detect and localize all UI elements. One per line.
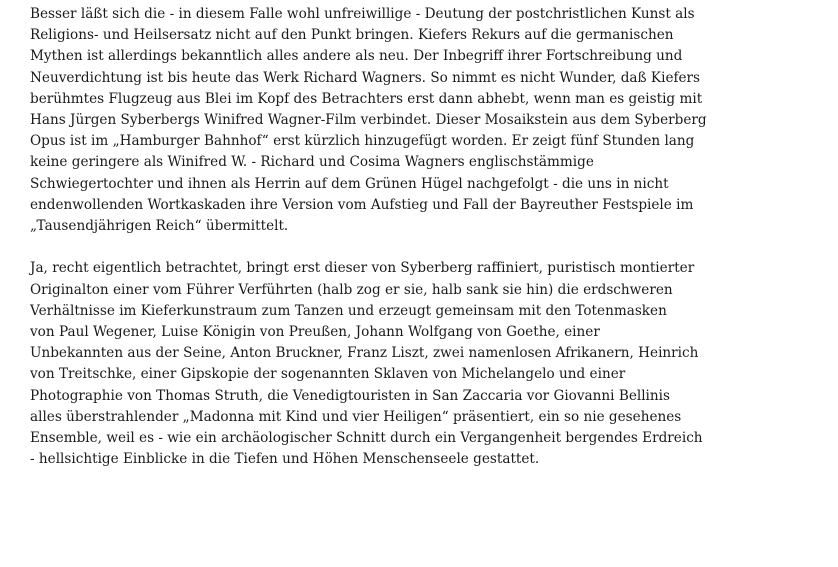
text-line: Hans Jürgen Syberbergs Winifred Wagner-Film verbindet. Dieser Mosaikstein aus dem Syberberg bbox=[30, 112, 707, 129]
text-line: - hellsichtige Einblicke in die Tiefen und Höhen Menschenseele gestattet. bbox=[30, 451, 540, 468]
text-line: „Tausendjährigen Reich“ übermittelt. bbox=[30, 218, 289, 235]
text-line: Unbekannten aus der Seine, Anton Bruckner, Franz Liszt, zwei namenlosen Afrikanern, Heinrich bbox=[30, 345, 699, 362]
paragraph-1 bbox=[30, 4, 820, 237]
text-line: Religions- und Heilsersatz nicht auf den Punkt bringen. Kiefers Rekurs auf die germanischen bbox=[30, 27, 674, 44]
text-line: Ja, recht eigentlich betrachtet, bringt erst dieser von Syberberg raffiniert, puristisch montierter bbox=[30, 260, 695, 277]
document-body bbox=[30, 4, 820, 470]
text-line: Originalton einer vom Führer Verführten (halb zog er sie, halb sank sie hin) die erdschweren bbox=[30, 281, 673, 298]
text-line: Neuverdichtung ist bis heute das Werk Richard Wagners. So nimmt es nicht Wunder, daß Kiefers bbox=[30, 69, 701, 86]
text-line: keine geringere als Winifred W. - Richard und Cosima Wagners englischstämmige bbox=[30, 154, 594, 171]
text-line: alles überstrahlender „Madonna mit Kind und vier Heiligen“ präsentiert, ein so nie gesehenes bbox=[30, 408, 682, 425]
text-line: Opus ist im „Hamburger Bahnhof“ erst kürzlich hinzugefügt worden. Er zeigt fünf Stunden lang bbox=[30, 133, 695, 150]
text-line: berühmtes Flugzeug aus Blei im Kopf des Betrachters erst dann abhebt, wenn man es geistig mit bbox=[30, 90, 703, 107]
text-line: Ensemble, weil es - wie ein archäologischer Schnitt durch ein Vergangenheit bergendes Erdreich bbox=[30, 430, 703, 447]
text-line: Verhältnisse im Kieferkunstraum zum Tanzen und erzeugt gemeinsam mit den Totenmasken bbox=[30, 302, 667, 319]
text-line: Schwiegertochter und ihnen als Herrin auf dem Grünen Hügel nachgefolgt - die uns in nicht bbox=[30, 175, 669, 192]
text-line: Photographie von Thomas Struth, die Venedigtouristen in San Zaccaria vor Giovanni Bellinis bbox=[30, 387, 670, 404]
text-line: von Paul Wegener, Luise Königin von Preußen, Johann Wolfgang von Goethe, einer bbox=[30, 324, 600, 341]
text-line: Besser läßt sich die - in diesem Falle wohl unfreiwillige - Deutung der postchristlichen Kunst als bbox=[30, 6, 695, 22]
text-line: Mythen ist allerdings bekanntlich alles andere als neu. Der Inbegriff ihrer Fortschreibung und bbox=[30, 48, 683, 65]
paragraph-2 bbox=[30, 258, 820, 470]
text-line: von Treitschke, einer Gipskopie der sogenannten Sklaven von Michelangelo und einer bbox=[30, 366, 626, 383]
text-line: endenwollenden Wortkaskaden ihre Version vom Aufstieg und Fall der Bayreuther Festspiele im bbox=[30, 196, 694, 213]
